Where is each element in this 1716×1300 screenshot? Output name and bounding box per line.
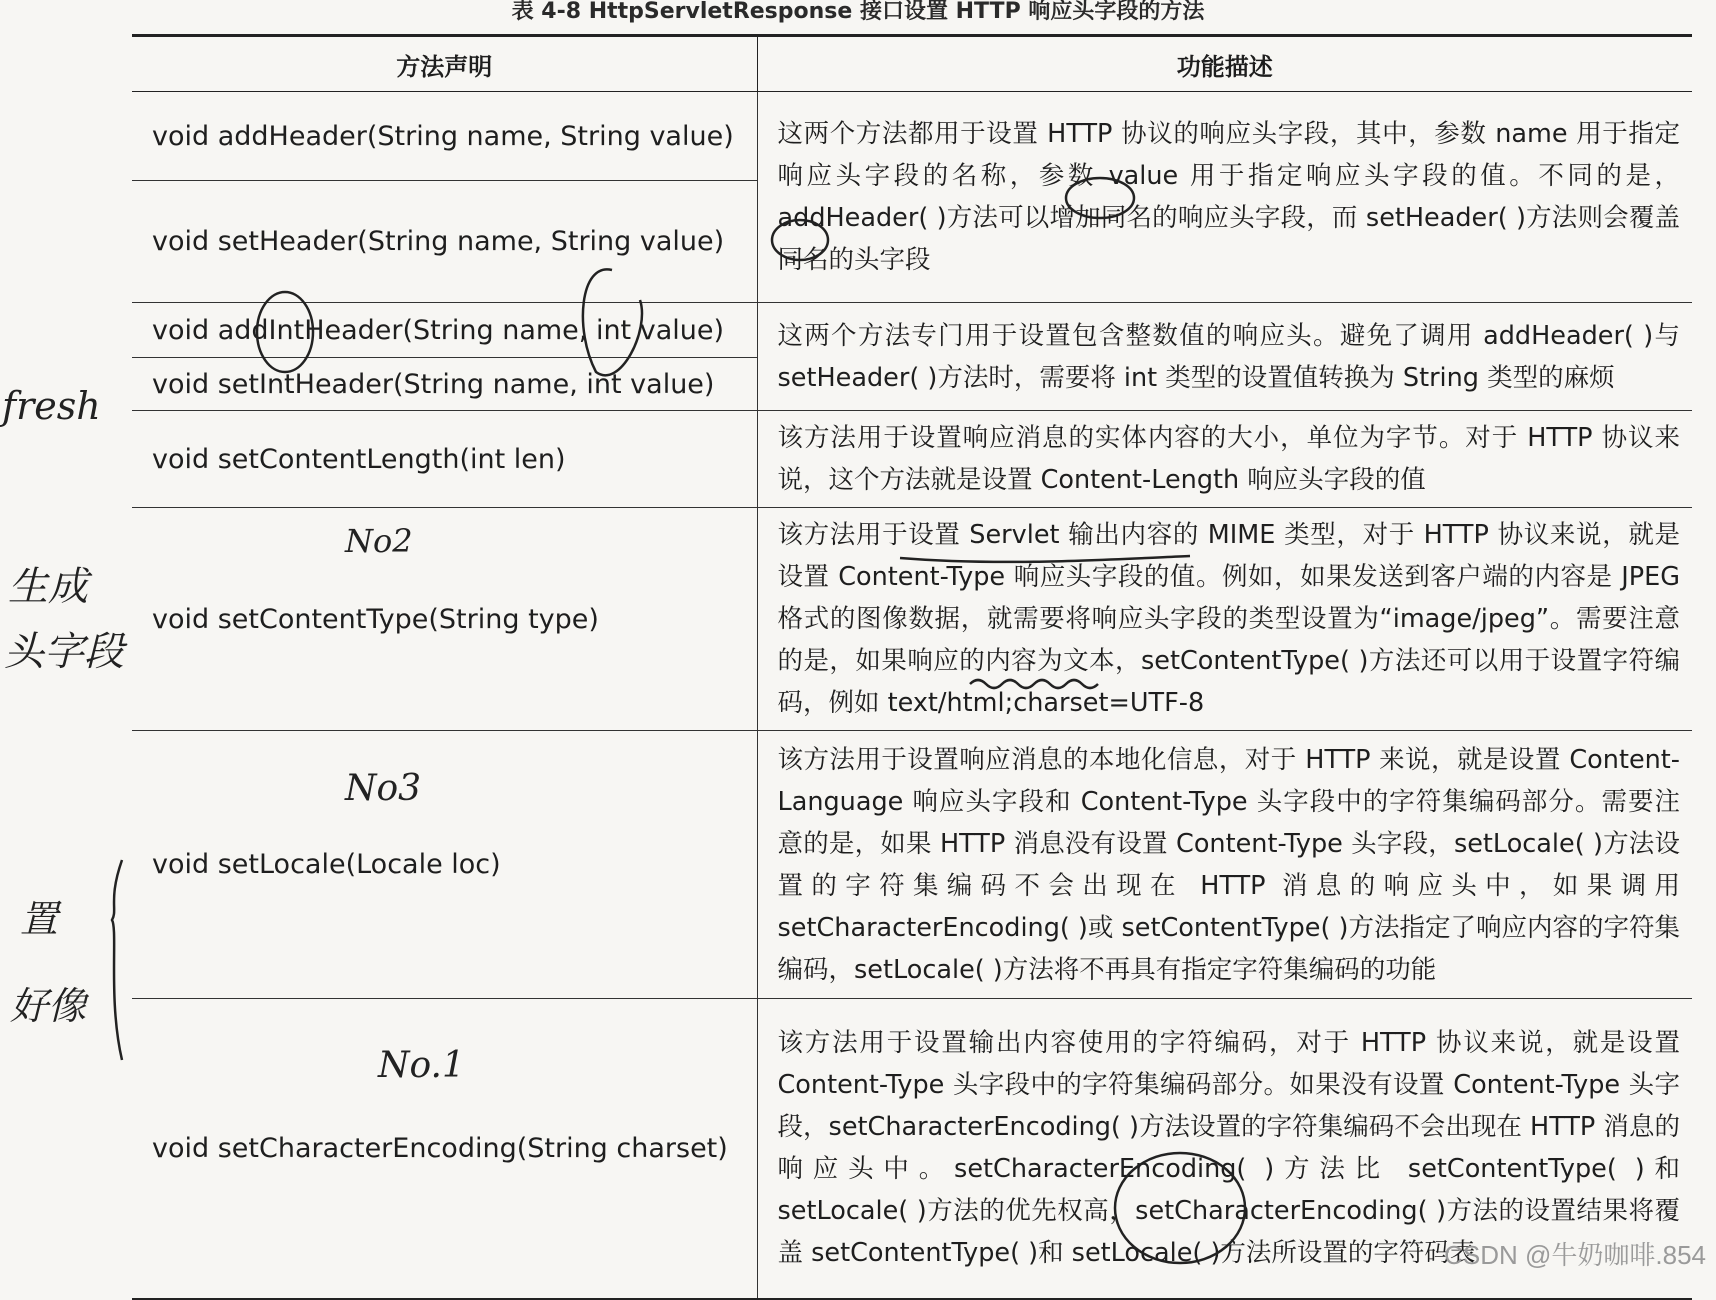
table-row [132, 303, 1692, 358]
method-cell: void addHeader(String name, String value) [132, 92, 757, 181]
handwritten-no3-note: No3 [345, 768, 422, 809]
handwritten-haoxiang-note: 好像 [10, 984, 87, 1028]
method-cell: void setContentLength(int len) [132, 411, 757, 508]
table-row [132, 411, 1692, 508]
handwritten-refresh-note: fresh [2, 384, 101, 428]
description-cell: 该方法用于设置响应消息的实体内容的大小，单位为字节。对于 HTTP 协议来说，这个方法就是设置 Content-Length 响应头字段的值 [757, 411, 1692, 508]
method-cell: void setCharacterEncoding(String charset) [132, 999, 757, 1299]
method-cell: void setHeader(String name, String value) [132, 181, 757, 303]
description-cell: 这两个方法都用于设置 HTTP 协议的响应头字段，其中，参数 name 用于指定响应头字段的名称，参数 value 用于指定响应头字段的值。不同的是，addHeader( )方法可以增加同名的响应头字段，而 setHeader( )方法则会覆盖同名的头字段 [757, 92, 1692, 303]
description-cell: 该方法用于设置 Servlet 输出内容的 MIME 类型，对于 HTTP 协议来说，就是设置 Content-Type 响应头字段的值。例如，如果发送到客户端的内容是 JPEG 格式的图像数据，就需要将响应头字段的类型设置为“image/jpeg”。需要注意的是，如果响应的内容为文本，setContentType( )方法还可以用于设置字符编码，例如 text/html;charset=UTF-8 [757, 508, 1692, 731]
handwritten-no1-note: No.1 [378, 1045, 465, 1086]
description-cell: 该方法用于设置响应消息的本地化信息，对于 HTTP 来说，就是设置 Content-Language 响应头字段和 Content-Type 头字段中的字符集编码部分。需要注意的是，如果 HTTP 消息没有设置 Content-Type 头字段，setLocale( )方法设置的字符集编码不会出现在 HTTP 消息的响应头中，如果调用 setCharacterEncoding( )或 setContentType( )方法指定了响应内容的字符集编码，setLocale( )方法将不再具有指定字符集编码的功能 [757, 731, 1692, 999]
table-caption: 表 4-8 HttpServletResponse 接口设置 HTTP 响应头字段的方法 [511, 0, 1205, 24]
method-cell: void setLocale(Locale loc) [132, 731, 757, 999]
methods-table-wrapper [132, 34, 1692, 1269]
header-method: 方法声明 [132, 36, 757, 92]
handwritten-shengcheng-note: 生成 [8, 564, 88, 610]
description-cell: 这两个方法专门用于设置包含整数值的响应头。避免了调用 addHeader( )与 setHeader( )方法时，需要将 int 类型的设置值转换为 String 类型的麻烦 [757, 303, 1692, 411]
table-header-row [132, 36, 1692, 92]
handwritten-brace-mark [112, 860, 122, 1060]
description-cell: 该方法用于设置输出内容使用的字符编码，对于 HTTP 协议来说，就是设置 Content-Type 头字段中的字符集编码部分。如果没有设置 Content-Type 头字段，setCharacterEncoding( )方法设置的字符集编码不会出现在 HTTP 消息的响应头中。setCharacterEncoding( )方法比 setContentType( )和 setLocale( )方法的优先权高，setCharacterEncoding( )方法的设置结果将覆盖 setContentType( )和 setLocale( )方法所设置的字符码表 [757, 999, 1692, 1299]
method-cell: void addIntHeader(String name, int value) [132, 303, 757, 358]
method-cell: void setContentType(String type) [132, 508, 757, 731]
handwritten-zhi-note: 置 [20, 897, 59, 941]
csdn-watermark: CSDN @牛奶咖啡.854 [1444, 1240, 1706, 1270]
methods-table [132, 34, 1692, 1300]
handwritten-touziduan-note: 头字段 [4, 629, 124, 675]
table-row [132, 92, 1692, 181]
header-description: 功能描述 [757, 36, 1692, 92]
method-cell: void setIntHeader(String name, int value) [132, 358, 757, 411]
handwritten-no2-note: No2 [345, 522, 413, 560]
